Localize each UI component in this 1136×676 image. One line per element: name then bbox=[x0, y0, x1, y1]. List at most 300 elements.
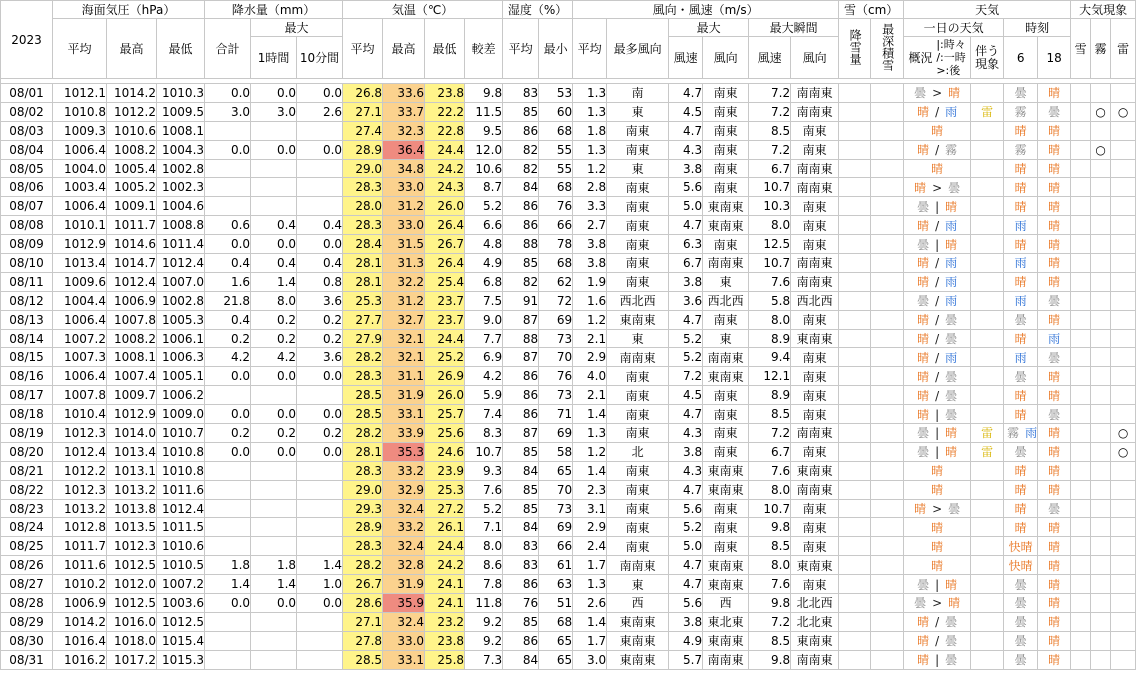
g-dir-cell: 南東 bbox=[791, 121, 839, 140]
h-avg-cell: 76 bbox=[503, 594, 539, 613]
h-min-cell: 65 bbox=[539, 650, 573, 669]
t-max-cell: 32.4 bbox=[383, 499, 425, 518]
g-mx-cell: 12.5 bbox=[749, 235, 791, 254]
t-avg-cell: 28.4 bbox=[343, 235, 383, 254]
weather-glyph: 晴 bbox=[917, 388, 930, 403]
w-dir-cell: 南東 bbox=[607, 480, 669, 499]
w-avg-cell: 1.3 bbox=[573, 84, 607, 103]
h-min-cell: 55 bbox=[539, 159, 573, 178]
weather-glyph: 晴 bbox=[1048, 426, 1061, 441]
g-mx-cell: 7.2 bbox=[749, 84, 791, 103]
table-row bbox=[1, 216, 1136, 235]
snowdepth-cell bbox=[871, 159, 904, 178]
h-min-cell: 66 bbox=[539, 537, 573, 556]
date-cell: 08/13 bbox=[1, 310, 53, 329]
date-cell: 08/17 bbox=[1, 386, 53, 405]
p-min-cell: 1009.5 bbox=[157, 102, 205, 121]
atmos-fog-cell bbox=[1091, 329, 1111, 348]
t-min-cell: 24.2 bbox=[425, 556, 465, 575]
p-avg-cell: 1011.6 bbox=[53, 556, 107, 575]
t-avg-cell: 28.5 bbox=[343, 650, 383, 669]
p-min-cell: 1015.3 bbox=[157, 650, 205, 669]
g-mx-cell: 8.0 bbox=[749, 216, 791, 235]
p-avg-cell: 1010.2 bbox=[53, 575, 107, 594]
t-max-cell: 36.4 bbox=[383, 140, 425, 159]
weather-glyph: | bbox=[935, 199, 940, 214]
atmos-fog-cell bbox=[1091, 291, 1111, 310]
weather-glyph: 雨 bbox=[945, 218, 958, 233]
g-mx-cell: 5.8 bbox=[749, 291, 791, 310]
weather-glyph: 雨 bbox=[1048, 332, 1061, 347]
r-max-header: 最大 bbox=[251, 19, 343, 37]
atmos-snow-cell bbox=[1071, 254, 1091, 273]
date-cell: 08/14 bbox=[1, 329, 53, 348]
w-mxd-cell: 南東 bbox=[703, 405, 749, 424]
t-rng-cell: 8.7 bbox=[465, 178, 503, 197]
date-cell: 08/25 bbox=[1, 537, 53, 556]
atmos-fog-cell bbox=[1091, 254, 1111, 273]
overview-cell bbox=[904, 518, 971, 537]
weather-18-cell bbox=[1038, 140, 1071, 159]
w-dir-cell: 東南東 bbox=[607, 310, 669, 329]
date-cell: 08/05 bbox=[1, 159, 53, 178]
p-min-cell: 1007.2 bbox=[157, 575, 205, 594]
weather-glyph: 晴 bbox=[917, 332, 930, 347]
temp-header: 気温（℃） bbox=[343, 1, 503, 19]
t-max-cell: 33.7 bbox=[383, 102, 425, 121]
h-avg-cell: 88 bbox=[503, 329, 539, 348]
p-min-cell: 1004.3 bbox=[157, 140, 205, 159]
weather-glyph: | bbox=[935, 426, 940, 441]
t-avg-cell: 28.2 bbox=[343, 424, 383, 443]
date-cell: 08/03 bbox=[1, 121, 53, 140]
weather-18-cell bbox=[1038, 480, 1071, 499]
t-avg-cell: 28.0 bbox=[343, 197, 383, 216]
r-1h-cell bbox=[251, 650, 297, 669]
overview-cell bbox=[904, 159, 971, 178]
w-dir-cell: 東南東 bbox=[607, 650, 669, 669]
weather-glyph: 晴 bbox=[1048, 634, 1061, 649]
t-avg-cell: 28.9 bbox=[343, 518, 383, 537]
weather-18-cell bbox=[1038, 461, 1071, 480]
r-10m-cell bbox=[297, 650, 343, 669]
date-cell: 08/24 bbox=[1, 518, 53, 537]
overview-cell bbox=[904, 254, 971, 273]
weather-glyph: 曇 bbox=[1014, 653, 1027, 668]
weather-6-cell bbox=[1004, 216, 1038, 235]
h-avg-cell: 86 bbox=[503, 197, 539, 216]
atmos-thunder-cell bbox=[1111, 329, 1136, 348]
g-mx-cell: 10.7 bbox=[749, 178, 791, 197]
h-avg-cell: 82 bbox=[503, 272, 539, 291]
weather-glyph: 晴 bbox=[1048, 520, 1061, 535]
w-mx-cell: 5.2 bbox=[669, 348, 703, 367]
weather-glyph: 曇 bbox=[1048, 407, 1061, 422]
atmos-thunder-cell bbox=[1111, 631, 1136, 650]
r-1h-cell: 3.0 bbox=[251, 102, 297, 121]
table-row bbox=[1, 348, 1136, 367]
overview-cell bbox=[904, 235, 971, 254]
r-1h-cell: 0.0 bbox=[251, 140, 297, 159]
h-avg-cell: 86 bbox=[503, 121, 539, 140]
date-cell: 08/29 bbox=[1, 612, 53, 631]
overview-cell bbox=[904, 650, 971, 669]
weather-6-cell bbox=[1004, 556, 1038, 575]
weather-glyph: 晴 bbox=[917, 105, 930, 120]
weather-glyph: | bbox=[935, 653, 940, 668]
r-tot-cell: 3.0 bbox=[205, 102, 251, 121]
t-min-cell: 26.1 bbox=[425, 518, 465, 537]
table-row bbox=[1, 405, 1136, 424]
w-mxd-cell: 南東 bbox=[703, 424, 749, 443]
weather-glyph: / bbox=[935, 388, 940, 403]
h-avg-header: 平均 bbox=[503, 19, 539, 79]
snowdepth-cell bbox=[871, 594, 904, 613]
t-rng-cell: 8.0 bbox=[465, 537, 503, 556]
g-dir-cell: 南東 bbox=[791, 442, 839, 461]
t-max-cell: 33.1 bbox=[383, 405, 425, 424]
g-dir-cell: 南東 bbox=[791, 518, 839, 537]
accomp-cell bbox=[971, 461, 1004, 480]
h-min-cell: 69 bbox=[539, 310, 573, 329]
g-mx-cell: 7.2 bbox=[749, 612, 791, 631]
weather-glyph: 晴 bbox=[1014, 237, 1027, 252]
h-min-cell: 76 bbox=[539, 367, 573, 386]
weather-glyph: / bbox=[935, 615, 940, 630]
t-avg-cell: 26.7 bbox=[343, 575, 383, 594]
t-max-cell: 32.8 bbox=[383, 556, 425, 575]
p-min-cell: 1006.2 bbox=[157, 386, 205, 405]
snowfall-cell bbox=[839, 291, 871, 310]
w-mx-cell: 5.2 bbox=[669, 329, 703, 348]
date-cell: 08/16 bbox=[1, 367, 53, 386]
r-1h-cell: 1.4 bbox=[251, 575, 297, 594]
w-mx-cell: 5.0 bbox=[669, 537, 703, 556]
weather-glyph: 雨 bbox=[945, 105, 958, 120]
w-mxd-cell: 南東 bbox=[703, 121, 749, 140]
overview-cell bbox=[904, 272, 971, 291]
w-avg-cell: 1.6 bbox=[573, 291, 607, 310]
weather-glyph: 晴 bbox=[948, 86, 961, 101]
atmos-fog-cell bbox=[1091, 442, 1111, 461]
p-avg-cell: 1012.3 bbox=[53, 424, 107, 443]
overview-cell bbox=[904, 537, 971, 556]
w-mx-cell: 4.5 bbox=[669, 386, 703, 405]
overview-cell bbox=[904, 329, 971, 348]
w-mx-cell: 3.8 bbox=[669, 159, 703, 178]
g-dir-cell: 南東 bbox=[791, 537, 839, 556]
p-avg-cell: 1007.3 bbox=[53, 348, 107, 367]
weather-glyph: 晴 bbox=[1048, 256, 1061, 271]
accomp-cell bbox=[971, 254, 1004, 273]
g-dir-cell: 南南東 bbox=[791, 254, 839, 273]
weather-glyph: 曇 bbox=[1014, 634, 1027, 649]
weather-glyph: 曇 bbox=[945, 407, 958, 422]
t-avg-cell: 28.3 bbox=[343, 537, 383, 556]
t-min-cell: 25.4 bbox=[425, 272, 465, 291]
r-tot-cell: 1.4 bbox=[205, 575, 251, 594]
p-avg-cell: 1009.3 bbox=[53, 121, 107, 140]
weather-header: 天気 bbox=[904, 1, 1071, 19]
atmos-snow-cell bbox=[1071, 556, 1091, 575]
w-avg-cell: 1.2 bbox=[573, 442, 607, 461]
atmos-thunder-header: 雷 bbox=[1111, 19, 1136, 79]
atmos-fog-cell: ○ bbox=[1091, 140, 1111, 159]
h-min-cell: 70 bbox=[539, 348, 573, 367]
g-dir-cell: 南東 bbox=[791, 216, 839, 235]
r-tot-cell: 0.0 bbox=[205, 442, 251, 461]
atmos-snow-cell bbox=[1071, 631, 1091, 650]
r-tot-cell bbox=[205, 159, 251, 178]
r-1h-cell: 0.2 bbox=[251, 310, 297, 329]
t-max-cell: 31.9 bbox=[383, 386, 425, 405]
overview-cell bbox=[904, 405, 971, 424]
weather-6-cell bbox=[1004, 424, 1038, 443]
atmos-snow-cell bbox=[1071, 461, 1091, 480]
h-min-cell: 62 bbox=[539, 272, 573, 291]
overview-cell bbox=[904, 216, 971, 235]
t-avg-cell: 29.0 bbox=[343, 480, 383, 499]
r-tot-cell bbox=[205, 461, 251, 480]
accomp-cell bbox=[971, 329, 1004, 348]
p-max-cell: 1005.4 bbox=[107, 159, 157, 178]
p-min-cell: 1011.6 bbox=[157, 480, 205, 499]
weather-18-cell bbox=[1038, 424, 1071, 443]
atmos-snow-cell bbox=[1071, 348, 1091, 367]
atmos-fog-cell bbox=[1091, 272, 1111, 291]
atmos-thunder-cell bbox=[1111, 537, 1136, 556]
weather-18-cell bbox=[1038, 518, 1071, 537]
atmos-fog-cell bbox=[1091, 348, 1111, 367]
w-avg-cell: 2.7 bbox=[573, 216, 607, 235]
atmos-thunder-cell bbox=[1111, 121, 1136, 140]
t-avg-cell: 28.2 bbox=[343, 348, 383, 367]
p-max-cell: 1006.9 bbox=[107, 291, 157, 310]
p-min-cell: 1012.5 bbox=[157, 612, 205, 631]
weather-glyph: 晴 bbox=[917, 256, 930, 271]
g-dir-cell: 南東 bbox=[791, 310, 839, 329]
precip-header: 降水量（mm） bbox=[205, 1, 343, 19]
atmos-thunder-cell bbox=[1111, 197, 1136, 216]
atmos-thunder-cell bbox=[1111, 348, 1136, 367]
w-mx-cell: 3.8 bbox=[669, 272, 703, 291]
accomp-cell bbox=[971, 612, 1004, 631]
table-row bbox=[1, 518, 1136, 537]
table-row bbox=[1, 594, 1136, 613]
wind-header: 風向・風速（m/s） bbox=[573, 1, 839, 19]
t-max-cell: 32.4 bbox=[383, 612, 425, 631]
w-mxd-cell: 南東 bbox=[703, 84, 749, 103]
w-mxd-cell: 南東 bbox=[703, 310, 749, 329]
r-1h-cell: 1.8 bbox=[251, 556, 297, 575]
r-1h-cell bbox=[251, 631, 297, 650]
g-dir-cell: 南南東 bbox=[791, 480, 839, 499]
r-1h-cell bbox=[251, 386, 297, 405]
t-min-cell: 26.4 bbox=[425, 216, 465, 235]
table-row bbox=[1, 575, 1136, 594]
r-10m-cell bbox=[297, 121, 343, 140]
g-mx-cell: 8.5 bbox=[749, 631, 791, 650]
p-min-cell: 1008.1 bbox=[157, 121, 205, 140]
t-min-cell: 25.7 bbox=[425, 405, 465, 424]
r-10m-cell: 0.0 bbox=[297, 442, 343, 461]
accomp-cell bbox=[971, 310, 1004, 329]
weather-glyph: / bbox=[935, 313, 940, 328]
g-mx-cell: 8.5 bbox=[749, 405, 791, 424]
weather-glyph: 晴 bbox=[948, 596, 961, 611]
weather-glyph: 曇 bbox=[948, 502, 961, 517]
table-row bbox=[1, 235, 1136, 254]
date-cell: 08/22 bbox=[1, 480, 53, 499]
weather-glyph: / bbox=[935, 275, 940, 290]
w-avg-header: 平均 bbox=[573, 19, 607, 79]
w-dir-cell: 南東 bbox=[607, 518, 669, 537]
weather-glyph: 曇 bbox=[917, 237, 930, 252]
p-min-cell: 1010.8 bbox=[157, 442, 205, 461]
weather-glyph: 晴 bbox=[1048, 218, 1061, 233]
atmos-fog-cell bbox=[1091, 612, 1111, 631]
p-avg-cell: 1006.4 bbox=[53, 140, 107, 159]
t-rng-cell: 11.8 bbox=[465, 594, 503, 613]
w-mx-cell: 6.3 bbox=[669, 235, 703, 254]
atmos-fog-cell bbox=[1091, 216, 1111, 235]
overview-cell bbox=[904, 499, 971, 518]
p-max-cell: 1008.1 bbox=[107, 348, 157, 367]
g-mx-cell: 6.7 bbox=[749, 159, 791, 178]
g-mx-cell: 7.2 bbox=[749, 424, 791, 443]
weather-glyph: 晴 bbox=[1048, 275, 1061, 290]
r-10m-cell: 0.2 bbox=[297, 310, 343, 329]
weather-glyph: 霧 bbox=[1014, 105, 1027, 120]
accomp-cell bbox=[971, 650, 1004, 669]
table-row bbox=[1, 631, 1136, 650]
snowfall-cell bbox=[839, 102, 871, 121]
overview-cell bbox=[904, 84, 971, 103]
p-min-cell: 1002.8 bbox=[157, 291, 205, 310]
atmos-thunder-cell bbox=[1111, 499, 1136, 518]
weather-6-cell bbox=[1004, 499, 1038, 518]
t-min-cell: 24.6 bbox=[425, 442, 465, 461]
weather-glyph: 晴 bbox=[1048, 199, 1061, 214]
weather-6-cell bbox=[1004, 480, 1038, 499]
weather-glyph: 霧 bbox=[945, 143, 958, 158]
t-rng-cell: 9.3 bbox=[465, 461, 503, 480]
weather-glyph: 曇 bbox=[917, 426, 930, 441]
h-avg-cell: 88 bbox=[503, 235, 539, 254]
accomp-cell bbox=[971, 594, 1004, 613]
h-min-cell: 63 bbox=[539, 575, 573, 594]
weather-6-cell bbox=[1004, 197, 1038, 216]
snowdepth-cell bbox=[871, 178, 904, 197]
overview-cell bbox=[904, 386, 971, 405]
accomp-cell bbox=[971, 121, 1004, 140]
w-dir-cell: 南東 bbox=[607, 424, 669, 443]
w-mxd-cell: 南南東 bbox=[703, 650, 749, 669]
t-avg-cell: 28.3 bbox=[343, 461, 383, 480]
p-min-cell: 1003.6 bbox=[157, 594, 205, 613]
t6-header: 6 bbox=[1004, 37, 1038, 79]
t-avg-cell: 28.5 bbox=[343, 405, 383, 424]
accomp-cell bbox=[971, 575, 1004, 594]
weather-6-cell bbox=[1004, 291, 1038, 310]
r-10m-cell bbox=[297, 537, 343, 556]
h-avg-cell: 84 bbox=[503, 178, 539, 197]
p-max-header: 最高 bbox=[107, 19, 157, 79]
p-min-cell: 1012.4 bbox=[157, 499, 205, 518]
accomp-cell bbox=[971, 442, 1004, 461]
t-min-cell: 25.3 bbox=[425, 480, 465, 499]
w-mxd-cell: 東南東 bbox=[703, 461, 749, 480]
r-10m-cell: 3.6 bbox=[297, 291, 343, 310]
weather-18-cell bbox=[1038, 235, 1071, 254]
table-row bbox=[1, 140, 1136, 159]
r-1h-cell: 4.2 bbox=[251, 348, 297, 367]
weather-glyph: / bbox=[935, 105, 940, 120]
snowdepth-cell bbox=[871, 84, 904, 103]
p-max-cell: 1009.7 bbox=[107, 386, 157, 405]
w-mx-cell: 5.6 bbox=[669, 178, 703, 197]
h-min-cell: 65 bbox=[539, 461, 573, 480]
g-dir-cell: 西北西 bbox=[791, 291, 839, 310]
weather-glyph: 晴 bbox=[917, 313, 930, 328]
w-avg-cell: 2.8 bbox=[573, 178, 607, 197]
t-min-cell: 26.0 bbox=[425, 197, 465, 216]
weather-glyph: 曇 bbox=[1048, 294, 1061, 309]
snowfall-cell bbox=[839, 442, 871, 461]
t-avg-cell: 28.2 bbox=[343, 556, 383, 575]
h-avg-cell: 82 bbox=[503, 159, 539, 178]
w-avg-cell: 3.8 bbox=[573, 235, 607, 254]
snowfall-cell bbox=[839, 461, 871, 480]
atmos-thunder-cell bbox=[1111, 254, 1136, 273]
p-avg-cell: 1009.6 bbox=[53, 272, 107, 291]
t-rng-cell: 8.6 bbox=[465, 556, 503, 575]
t-avg-cell: 28.1 bbox=[343, 442, 383, 461]
table-row bbox=[1, 461, 1136, 480]
g-mx-cell: 7.6 bbox=[749, 575, 791, 594]
w-mx-cell: 4.7 bbox=[669, 575, 703, 594]
weather-glyph: 曇 bbox=[945, 332, 958, 347]
snowfall-cell bbox=[839, 84, 871, 103]
r-tot-cell: 0.0 bbox=[205, 367, 251, 386]
p-max-cell: 1012.4 bbox=[107, 272, 157, 291]
g-mx-cell: 12.1 bbox=[749, 367, 791, 386]
overview-cell bbox=[904, 556, 971, 575]
atmos-snow-cell bbox=[1071, 178, 1091, 197]
weather-glyph: | bbox=[935, 407, 940, 422]
atmos-snow-cell bbox=[1071, 329, 1091, 348]
h-avg-cell: 86 bbox=[503, 367, 539, 386]
atmos-fog-cell bbox=[1091, 518, 1111, 537]
weather-6-cell bbox=[1004, 84, 1038, 103]
r-tot-cell bbox=[205, 499, 251, 518]
r-10m-cell: 0.0 bbox=[297, 594, 343, 613]
t-rng-cell: 5.9 bbox=[465, 386, 503, 405]
g-dir-cell: 東南東 bbox=[791, 461, 839, 480]
weather-glyph: 曇 bbox=[945, 313, 958, 328]
accomp-cell bbox=[971, 197, 1004, 216]
r-10m-cell: 0.0 bbox=[297, 140, 343, 159]
t-avg-cell: 27.7 bbox=[343, 310, 383, 329]
t-max-cell: 33.0 bbox=[383, 216, 425, 235]
weather-6-cell bbox=[1004, 612, 1038, 631]
g-mx-cell: 8.9 bbox=[749, 329, 791, 348]
accomp-cell bbox=[971, 537, 1004, 556]
accomp-cell bbox=[971, 216, 1004, 235]
w-mx-cell: 4.7 bbox=[669, 216, 703, 235]
snowfall-cell bbox=[839, 424, 871, 443]
r-10m-cell: 0.2 bbox=[297, 329, 343, 348]
